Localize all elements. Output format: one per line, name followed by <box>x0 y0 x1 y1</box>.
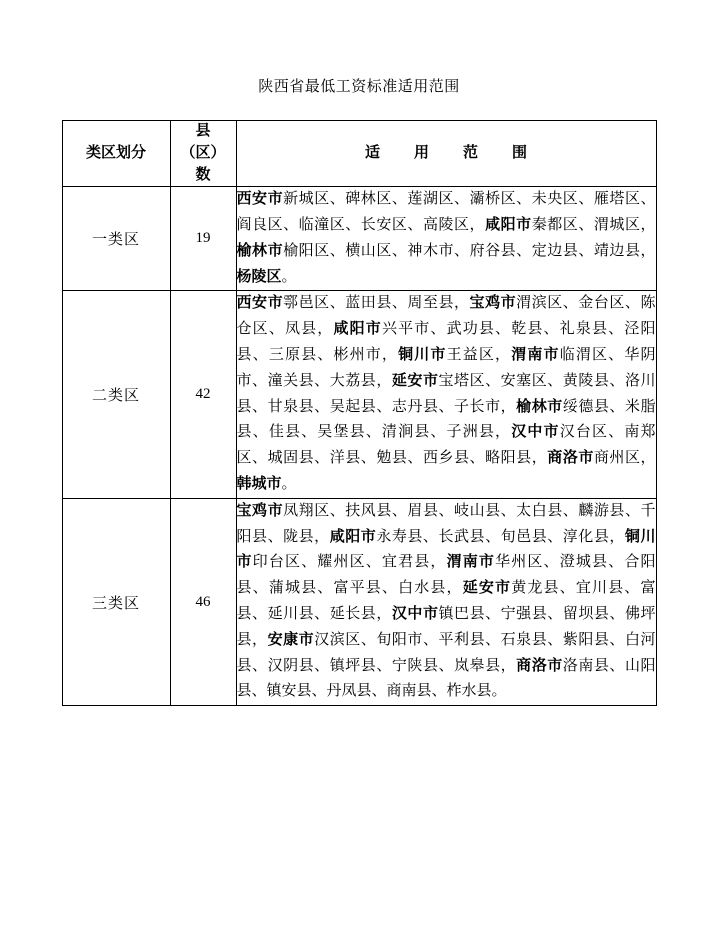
header-county-count-line-2: （区） <box>180 144 226 161</box>
row-scope: 西安市鄠邑区、蓝田县、周至县，宝鸡市渭滨区、金台区、陈仓区、凤县，咸阳市兴平市、武功县、乾县、礼泉县、泾阳县、三原县、彬州市，铜川市王益区，渭南市临渭区、华阴市、潼关县、大荔县，延安市宝塔区、安塞区、黄陵县、洛川县、甘泉县、吴起县、志丹县、子长市，榆林市绥德县、米脂县、佳县、吴堡县、清涧县、子洲县，汉中市汉台区、南郑区、城固县、洋县、勉县、西乡县、略阳县，商洛市商州区，韩城市。 <box>236 291 656 498</box>
minimum-wage-scope-table <box>62 120 657 706</box>
table-row <box>62 498 656 705</box>
header-county-count-line-3: 数 <box>195 166 211 183</box>
header-scope-char-1: 适 <box>364 144 380 161</box>
row-county-count: 46 <box>170 498 236 705</box>
row-county-count: 42 <box>170 291 236 498</box>
row-class-division: 一类区 <box>62 187 170 291</box>
row-scope: 西安市新城区、碑林区、莲湖区、灞桥区、未央区、雁塔区、阎良区、临潼区、长安区、高陵区，咸阳市秦都区、渭城区，榆林市榆阳区、横山区、神木市、府谷县、定边县、靖边县，杨陵区。 <box>236 187 656 291</box>
page-title: 陕西省最低工资标准适用范围 <box>258 79 460 95</box>
table-header-row <box>62 121 656 187</box>
header-county-count-line-1: 县 <box>195 123 211 139</box>
header-scope-char-4: 围 <box>512 144 528 161</box>
header-scope-char-2: 用 <box>413 144 429 161</box>
row-class-division: 二类区 <box>62 291 170 498</box>
header-scope-char-3: 范 <box>463 144 479 161</box>
row-class-division: 三类区 <box>62 498 170 705</box>
header-county-count <box>170 121 236 187</box>
header-class-division: 类区划分 <box>62 121 170 187</box>
header-scope <box>236 121 656 187</box>
table-row <box>62 291 656 498</box>
row-county-count: 19 <box>170 187 236 291</box>
table-row <box>62 187 656 291</box>
row-scope: 宝鸡市凤翔区、扶风县、眉县、岐山县、太白县、麟游县、千阳县、陇县，咸阳市永寿县、长武县、旬邑县、淳化县，铜川市印台区、耀州区、宜君县，渭南市华州区、澄城县、合阳县、蒲城县、富平县、白水县，延安市黄龙县、宜川县、富县、延川县、延长县，汉中市镇巴县、宁强县、留坝县、佛坪县，安康市汉滨区、旬阳市、平利县、石泉县、紫阳县、白河县、汉阴县、镇坪县、宁陕县、岚皋县，商洛市洛南县、山阳县、镇安县、丹凤县、商南县、柞水县。 <box>236 498 656 705</box>
